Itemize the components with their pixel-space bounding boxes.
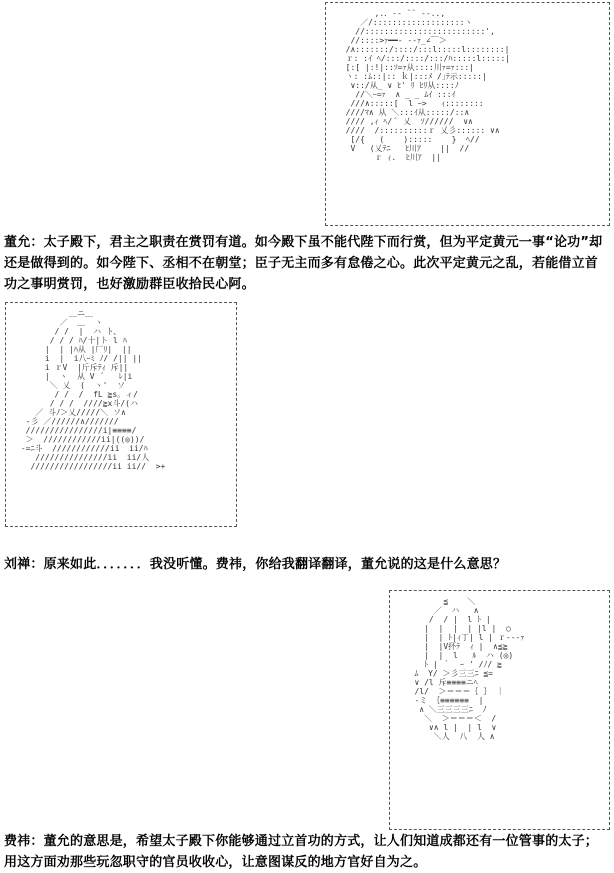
ascii-art-panel-dong-yun (325, 2, 610, 226)
ascii-art-liu-shan: ＿ニ＿ ／ ＿ ヽ / / | ハ ト、 / / / ﾊ/十|ト l ﾊ | | |ﾊ从 |厂ﾘ| || i | i八ｰﾐ ﾉ/ /|| || i ｒV |斤斥ﾃｨ 斥|| | ヽ 从 V ´ ﾚ|i ＼ 乂 ( ヽ' ソ / / / fL ≧s。ィ/ / / / ////≧x斗/(ハ ／ 斗ﾉ＞乂/////＼ ソ∧ -彡 ／//////∧/////// ////////////////i|≡≡≡≡/ ＞ ////////////ii|((◎))/ -=ﾆ斗 ////////////ii ii/ﾊ ///////////////ii ii/人 /////////////////ii ii// >+ (20, 309, 166, 471)
ascii-art-panel-fei-yi (389, 590, 610, 830)
ascii-art-panel-liu-shan (5, 302, 237, 527)
dialogue-fei-yi: 费祎：董允的意思是，希望太子殿下你能够通过立首功的方式，让人们知道成都还有一位管事的太子；用这方面劝那些玩忽职守的官员收收心，让意图谋反的地方官好自为之。 (4, 834, 599, 870)
dialogue-dong-yun: 董允：太子殿下，君主之职责在赏罚有道。如今殿下虽不能代陛下而行赏，但为平定黄元一事“论功”却还是做得到的。如今陛下、丞相不在朝堂；臣子无主而多有怠倦之心。此次平定黄元之乱，若能借立首功之事明赏罚，也好激励群臣收拾民心阿。 (4, 235, 603, 292)
ascii-art-dong-yun: ,.．-‐ ¨¨ ‐-.., ／/:::::::::::::::::::ヽ //:::::::::::::::::::::::::', //::::>ｧ━━‐ ‐-ｧ_∠￣＞ /∧:::::::/::::/:::l:::::l::::::::| ｒ: :ｲ ﾍ/:::/::::/:::/ﾊ:::::l:::::| [:[ |:!|::ｿ=ｧ从::::川ｧ=ｧ:::| ヽ: :ﾑ::|:: ｋ|:::ﾒ /｣ﾃ示:::::| ∨::/从_ ∨ ﾋ' ﾘ ﾋﾘ从::::ﾉ //＼ｰ=ｧ ∧ _ _ ﾑｲ :::ｲ ///∧:::::[ l ｰ> ｨ:::::::: ////ﾏ∧ 从 ＼:::ｲ从:::::/::∧ //// ,ｨ ﾍ/ ﾟ 乂 ｿ////// ∨∧ //// /::::::::::ｒ 乂彡:::::: ∨∧ [/{ ( )::::: } ﾍ// V (乂ﾃﾆ ﾋ川ｱ || // ｒ ｨ. ﾋ川ｱ || (345, 9, 511, 162)
ascii-art-fei-yi: ≦ ＼ ／ ハ ∧ / / | l ﾄ | | | | | |l | ○ | | ﾄ|ｨ丁| l | ｒ‐‐‐ｧ | |V抔ﾃ ｨ | ∧≦≧ | | l ﾙ ハ (◎) ﾄ | ｀ ｰ ' /ﾉ/ ≧ ﾑ Y/ ＞彡三三ﾆ ≦= ∨ /l 斥≡≡≡≡ニﾍ /l/ ＞＝＝＝｛ ｝ ｜ ‐ミ ｛≡≡≡≡≡≡ | ∧ ＼三三三三ﾆ ﾉ ＼ ＞＝＝＝＜ / ∨∧ l | | l ∨ ＼人 八 人 ∧ (414, 597, 525, 741)
dialogue-liu-shan: 刘禅：原来如此．．．．．．．我没听懂。费祎，你给我翻译翻译，董允说的这是什么意思？ (4, 557, 507, 572)
